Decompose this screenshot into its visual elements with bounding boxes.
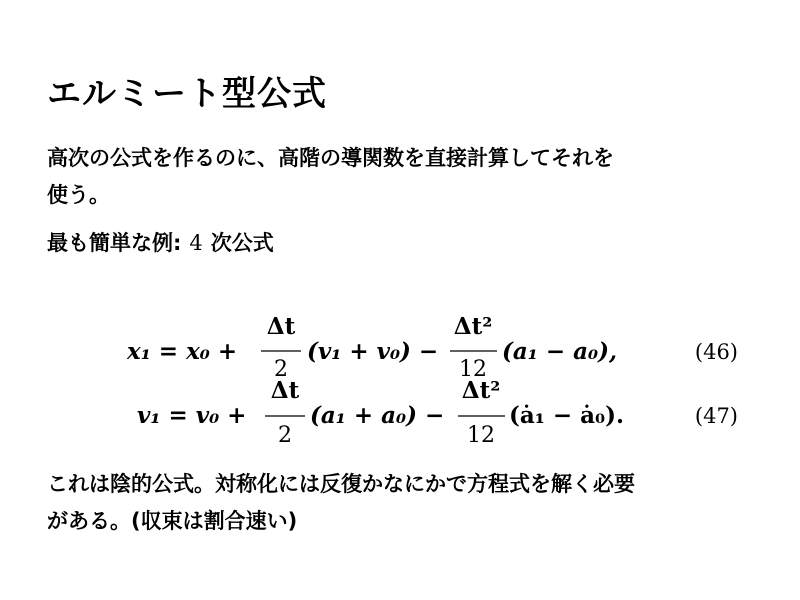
equation-46 [126, 313, 738, 382]
eq47-frac2-denominator: 12 [467, 423, 495, 448]
slide-title: エルミート型公式 [47, 74, 327, 114]
eq47-frac1-numerator: Δt [270, 377, 300, 404]
eq46-number: (46) [694, 340, 738, 364]
eq47-term2: (ȧ₁ − ȧ₀). [509, 402, 625, 429]
note-line-1: これは陰的公式。対称化には反復かなにかで方程式を解く必要 [47, 472, 635, 496]
note-line-2: がある。(収束は割合速い) [47, 509, 298, 533]
eq47-lhs: v₁ = v₀ + [137, 402, 247, 429]
eq46-term2: (a₁ − a₀), [502, 338, 618, 365]
eq46-frac1-denominator: 2 [274, 357, 288, 382]
example-order: 4 [189, 231, 203, 255]
intro-paragraph [47, 140, 614, 214]
eq47-number: (47) [694, 404, 738, 428]
equation-block [0, 300, 800, 460]
eq46-frac2-denominator: 12 [459, 357, 487, 382]
eq46-frac1-numerator: Δt [266, 313, 296, 340]
note-paragraph [47, 466, 635, 540]
equation-47 [137, 377, 738, 448]
eq46-term1: (v₁ + v₀) − [307, 338, 439, 365]
eq47-term1: (a₁ + a₀) − [310, 402, 445, 429]
eq47-frac2-numerator: Δt² [461, 377, 501, 404]
eq46-frac2-numerator: Δt² [453, 313, 493, 340]
intro-line-2: 使う。 [47, 183, 110, 207]
example-line [47, 225, 274, 262]
example-prefix: 最も簡単な例: [47, 231, 182, 255]
example-suffix: 次公式 [210, 231, 274, 255]
eq46-lhs: x₁ = x₀ + [127, 338, 238, 365]
eq47-frac1-denominator: 2 [278, 423, 292, 448]
intro-line-1: 高次の公式を作るのに、高階の導関数を直接計算してそれを [47, 146, 614, 170]
